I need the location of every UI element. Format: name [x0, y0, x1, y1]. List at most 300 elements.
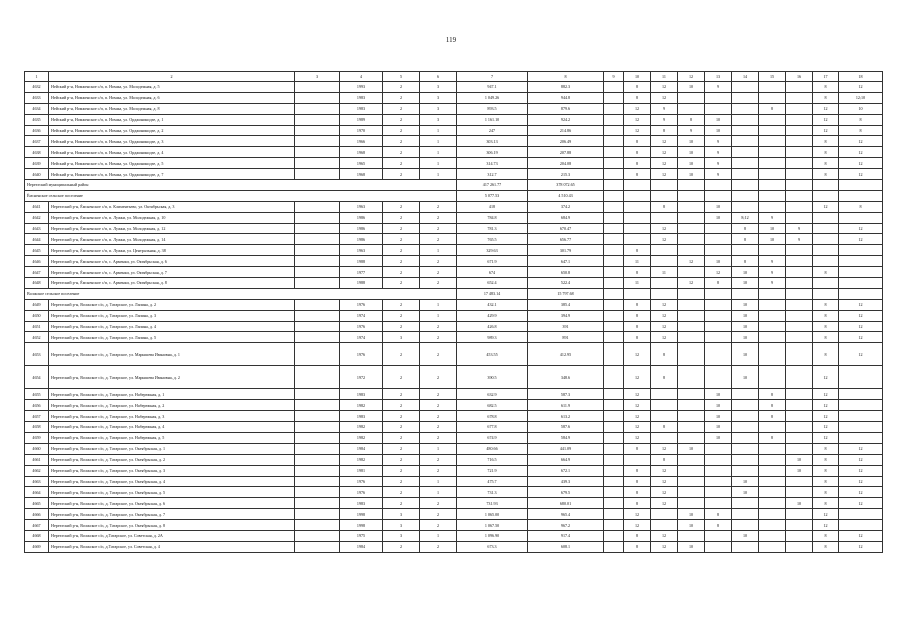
table-cell: 8 [651, 125, 678, 136]
table-cell: 441.09 [528, 443, 604, 454]
table-cell: 1986 [340, 234, 383, 245]
row-number-cell: 4659 [25, 432, 49, 443]
table-cell: 1 [420, 245, 457, 256]
table-cell [295, 530, 340, 541]
column-number-header: 15 [759, 72, 786, 82]
table-cell: 12 [624, 366, 651, 389]
table-cell [732, 400, 759, 411]
table-cell: 679.5 [528, 487, 604, 498]
table-cell [705, 310, 732, 321]
table-cell: 8 [651, 201, 678, 212]
table-row [25, 498, 883, 509]
table-cell: 439.3 [528, 476, 604, 487]
table-cell: 1 [420, 310, 457, 321]
settlement-total-row [25, 190, 883, 201]
row-number-cell: 4667 [25, 520, 49, 531]
table-cell: 8 [813, 136, 839, 147]
table-cell: 3 [383, 520, 420, 531]
table-cell: 2 [383, 82, 420, 93]
table-cell [624, 212, 651, 223]
table-cell [732, 82, 759, 93]
table-cell [813, 256, 839, 267]
table-cell [678, 411, 705, 422]
row-number-cell: 4644 [25, 234, 49, 245]
table-row [25, 411, 883, 422]
table-cell: 1974 [340, 310, 383, 321]
table-cell [732, 465, 759, 476]
table-cell: 8 [813, 158, 839, 169]
table-cell: 10 [839, 103, 883, 114]
table-cell: 8 [624, 82, 651, 93]
table-cell [295, 422, 340, 433]
table-cell: 647.1 [528, 256, 604, 267]
table-cell: 10 [732, 343, 759, 366]
table-cell: 12 [839, 343, 883, 366]
table-cell [295, 267, 340, 278]
table-cell [295, 343, 340, 366]
table-cell: 12 [839, 498, 883, 509]
table-cell [786, 389, 813, 400]
table-cell [705, 299, 732, 310]
table-cell [604, 454, 624, 465]
table-cell [813, 212, 839, 223]
table-cell [678, 465, 705, 476]
table-cell: 8 [624, 158, 651, 169]
table-row [25, 389, 883, 400]
table-cell: 12 [651, 332, 678, 343]
table-cell: 8 [759, 432, 786, 443]
table-cell: 10 [705, 114, 732, 125]
row-number-cell: 4646 [25, 256, 49, 267]
address-cell: Нерехтский р-н, Волжское с/п, д. Татарское, ул. Набережная, д. 3 [49, 411, 295, 422]
table-cell: 8 [651, 422, 678, 433]
table-cell: 432.1 [457, 299, 528, 310]
table-cell: 8 [624, 245, 651, 256]
table-cell: 2 [383, 541, 420, 552]
row-number-cell: 4637 [25, 136, 49, 147]
table-cell: 12 [839, 321, 883, 332]
table-cell [604, 245, 624, 256]
table-cell: 9 [705, 169, 732, 180]
table-cell [604, 487, 624, 498]
table-cell: 2 [383, 245, 420, 256]
table-cell [295, 158, 340, 169]
table-cell [786, 476, 813, 487]
table-row [25, 520, 883, 531]
table-cell: 8 [813, 343, 839, 366]
table-cell: 1981 [340, 465, 383, 476]
table-cell: 2 [420, 520, 457, 531]
table-cell: 674 [457, 267, 528, 278]
table-cell: 12 [651, 158, 678, 169]
table-cell: 656.77 [528, 234, 604, 245]
table-cell: 391 [528, 321, 604, 332]
table-cell: 2 [383, 234, 420, 245]
table-cell [705, 234, 732, 245]
table-cell: 12 [651, 465, 678, 476]
table-row [25, 234, 883, 245]
table-cell: 215.3 [528, 169, 604, 180]
table-cell [839, 509, 883, 520]
column-number-header: 6 [420, 72, 457, 82]
table-cell: 306.19 [457, 147, 528, 158]
table-cell [759, 443, 786, 454]
table-cell: 1982 [340, 422, 383, 433]
empty-cell [759, 288, 786, 299]
table-cell [759, 310, 786, 321]
table-cell [839, 520, 883, 531]
table-cell: 10 [786, 454, 813, 465]
table-cell: 1998 [340, 509, 383, 520]
row-number-cell: 4648 [25, 278, 49, 289]
table-cell: 1989 [340, 114, 383, 125]
table-cell: 1 049.26 [457, 92, 528, 103]
table-cell: 12;10 [839, 92, 883, 103]
table-cell [604, 278, 624, 289]
table-cell [604, 321, 624, 332]
table-cell: 10 [732, 332, 759, 343]
table-cell: 3 [420, 114, 457, 125]
table-cell [295, 321, 340, 332]
table-cell: 8 [732, 256, 759, 267]
table-cell [651, 432, 678, 443]
table-cell: 8 [624, 299, 651, 310]
table-cell [604, 422, 624, 433]
table-cell: 10 [705, 201, 732, 212]
column-number-header: 5 [383, 72, 420, 82]
table-cell: 8 [759, 389, 786, 400]
table-cell: 12 [813, 114, 839, 125]
table-cell: 2 [420, 256, 457, 267]
table-cell [295, 234, 340, 245]
total-living-area-cell: 15 797.68 [528, 288, 604, 299]
row-number-cell: 4650 [25, 310, 49, 321]
table-cell [786, 147, 813, 158]
table-cell: 3 [383, 509, 420, 520]
table-cell: 204.08 [528, 158, 604, 169]
table-cell [732, 454, 759, 465]
table-cell: 2 [420, 498, 457, 509]
table-cell: 2 [420, 509, 457, 520]
table-cell [759, 343, 786, 366]
table-cell [604, 103, 624, 114]
table-cell [705, 103, 732, 114]
table-cell: 12 [651, 299, 678, 310]
table-cell [705, 530, 732, 541]
table-cell [604, 136, 624, 147]
table-cell: 522.4 [528, 278, 604, 289]
table-cell [759, 520, 786, 531]
address-cell: Нерехтский р-н, Волжское с/п, д. Татарское, ул. Октябрьская, д. 4 [49, 476, 295, 487]
table-cell: 1988 [340, 278, 383, 289]
table-cell: 1968 [340, 147, 383, 158]
table-cell: 8 [624, 541, 651, 552]
table-cell: 2 [383, 103, 420, 114]
table-cell [624, 223, 651, 234]
table-cell: 1 [420, 147, 457, 158]
table-cell [651, 212, 678, 223]
table-cell: 12 [624, 411, 651, 422]
table-cell: 1 [420, 476, 457, 487]
table-cell [732, 389, 759, 400]
table-cell: 8 [813, 487, 839, 498]
table-cell [732, 520, 759, 531]
address-cell: Нейский р-н, Номженское с/п, п. Номжа, ул. Молодежная, д. 5 [49, 82, 295, 93]
table-cell [839, 245, 883, 256]
table-cell [786, 400, 813, 411]
table-cell: 312.7 [457, 169, 528, 180]
table-cell: 10 [678, 509, 705, 520]
address-cell: Нерехтский р-н, Волжское с/п, д. Татарское, ул. Лапина, д. 5 [49, 332, 295, 343]
empty-cell [786, 180, 813, 191]
table-cell [786, 487, 813, 498]
table-cell: 11 [651, 267, 678, 278]
column-number-header: 16 [786, 72, 813, 82]
table-cell [759, 299, 786, 310]
table-cell: 716.5 [457, 454, 528, 465]
table-row [25, 487, 883, 498]
table-cell [678, 389, 705, 400]
column-number-header: 2 [49, 72, 295, 82]
table-cell: 8 [839, 114, 883, 125]
table-cell: 374.2 [528, 201, 604, 212]
table-cell [705, 332, 732, 343]
table-row [25, 82, 883, 93]
table-row [25, 530, 883, 541]
table-cell: 1983 [340, 498, 383, 509]
table-cell: 2 [420, 465, 457, 476]
total-area-cell: 417 261.77 [457, 180, 528, 191]
table-row [25, 212, 883, 223]
table-cell [678, 454, 705, 465]
table-cell: 2 [420, 400, 457, 411]
table-cell [604, 530, 624, 541]
table-cell: 784.8 [457, 212, 528, 223]
address-cell: Нерехтский р-н, Волжское с/п, д. Татарское, ул. Октябрьская, д. 2 [49, 454, 295, 465]
table-cell: 680.01 [528, 498, 604, 509]
table-cell: 12 [705, 267, 732, 278]
table-cell [295, 366, 340, 389]
table-cell: 673.3 [457, 541, 528, 552]
table-cell [759, 82, 786, 93]
table-cell [705, 487, 732, 498]
empty-cell [705, 190, 732, 201]
row-number-cell: 4654 [25, 366, 49, 389]
table-cell: 12 [839, 299, 883, 310]
table-cell: 2 [420, 454, 457, 465]
table-cell [604, 114, 624, 125]
table-cell [813, 234, 839, 245]
table-cell [604, 541, 624, 552]
table-cell: 944.8 [528, 92, 604, 103]
row-number-cell: 4652 [25, 332, 49, 343]
table-cell [705, 245, 732, 256]
table-cell [678, 332, 705, 343]
table-cell [759, 169, 786, 180]
table-cell: 2 [420, 278, 457, 289]
address-cell: Нейский р-н, Номженское с/п, п. Номжа, ул. Молодежная, д. 8 [49, 103, 295, 114]
table-cell: 8 [732, 234, 759, 245]
table-cell: 12 [624, 422, 651, 433]
table-cell [678, 476, 705, 487]
table-cell: 2 [420, 234, 457, 245]
table-cell: 2 [383, 422, 420, 433]
empty-cell [604, 180, 624, 191]
empty-cell [813, 180, 839, 191]
table-cell: 650.8 [528, 267, 604, 278]
address-cell: Нерехтский р-н, Волжское с/п, д. Татарское, ул. Набережная, д. 2 [49, 400, 295, 411]
table-cell [759, 125, 786, 136]
table-cell [786, 509, 813, 520]
table-cell [732, 432, 759, 443]
table-cell: 893.5 [457, 103, 528, 114]
table-cell [839, 267, 883, 278]
table-cell [295, 443, 340, 454]
table-cell [295, 223, 340, 234]
table-cell: 12 [651, 223, 678, 234]
table-cell: 608.1 [528, 541, 604, 552]
table-cell [839, 389, 883, 400]
table-cell [295, 332, 340, 343]
table-cell [759, 530, 786, 541]
table-cell [295, 400, 340, 411]
table-cell: 348.6 [528, 366, 604, 389]
table-cell [705, 343, 732, 366]
table-cell: 12 [813, 201, 839, 212]
table-cell [678, 201, 705, 212]
table-cell [732, 411, 759, 422]
table-cell [786, 422, 813, 433]
table-cell: 10 [705, 422, 732, 433]
row-number-cell: 4642 [25, 212, 49, 223]
table-cell [678, 321, 705, 332]
table-cell [839, 256, 883, 267]
table-cell [295, 476, 340, 487]
table-cell [604, 332, 624, 343]
table-cell [624, 234, 651, 245]
address-cell: Нерехтский р-н, Волжское с/п, д. Татарское, ул. Октябрьская, д. 5 [49, 487, 295, 498]
table-cell [813, 245, 839, 256]
address-cell: Нерехтский р-н, Волжское с/п, д. Татарское, ул. Октябрьская, д. 6 [49, 498, 295, 509]
table-row [25, 125, 883, 136]
table-cell [295, 465, 340, 476]
table-cell: 12 [813, 389, 839, 400]
table-row [25, 136, 883, 147]
table-cell [759, 158, 786, 169]
table-cell [705, 476, 732, 487]
table-cell: 12 [839, 487, 883, 498]
row-number-cell: 4664 [25, 487, 49, 498]
table-row [25, 267, 883, 278]
address-cell: Нерехтский р-н, Волжское с/п, д. Татарское, ул. Лапина, д. 3 [49, 310, 295, 321]
table-cell: 8 [705, 509, 732, 520]
table-cell: 2 [420, 432, 457, 443]
settlement-name: Ёмсненское сельское поселение [25, 190, 457, 201]
table-cell: 1 065.00 [457, 509, 528, 520]
table-cell: 3 [420, 82, 457, 93]
table-cell: 418 [457, 201, 528, 212]
table-cell: 8 [759, 103, 786, 114]
table-cell [651, 400, 678, 411]
table-cell: 672.1 [528, 465, 604, 476]
table-cell: 671.9 [457, 256, 528, 267]
table-cell [759, 147, 786, 158]
table-cell: 12 [839, 158, 883, 169]
table-cell: 1972 [340, 366, 383, 389]
table-cell: 1 [420, 136, 457, 147]
table-cell: 12 [624, 125, 651, 136]
table-cell [786, 92, 813, 103]
table-cell [604, 299, 624, 310]
table-cell: 1 [420, 125, 457, 136]
table-cell: 8 [813, 465, 839, 476]
empty-cell [604, 288, 624, 299]
table-cell [732, 541, 759, 552]
table-cell: 12 [839, 147, 883, 158]
table-cell: 10 [678, 443, 705, 454]
column-number-header: 7 [457, 72, 528, 82]
table-cell [839, 212, 883, 223]
table-cell: 10 [732, 530, 759, 541]
table-cell [604, 520, 624, 531]
table-cell: 8 [813, 443, 839, 454]
table-cell [604, 92, 624, 103]
table-cell: 10 [678, 147, 705, 158]
column-number-header: 9 [604, 72, 624, 82]
address-cell: Нейский р-н, Номженское с/п, п. Номжа, ул. Молодежная, д. 6 [49, 92, 295, 103]
table-cell: 8 [839, 125, 883, 136]
column-number-header: 4 [340, 72, 383, 82]
table-cell: 587.6 [528, 422, 604, 433]
table-cell: 8 [678, 114, 705, 125]
table-cell [678, 487, 705, 498]
table-cell: 11 [624, 278, 651, 289]
table-row [25, 278, 883, 289]
row-number-cell: 4666 [25, 509, 49, 520]
table-cell: 12 [624, 400, 651, 411]
table-cell [624, 201, 651, 212]
table-cell [705, 541, 732, 552]
table-cell: 2 [420, 321, 457, 332]
table-cell: 10 [678, 541, 705, 552]
table-cell [295, 103, 340, 114]
row-number-cell: 4638 [25, 147, 49, 158]
table-cell: 8 [813, 321, 839, 332]
table-cell: 10 [705, 125, 732, 136]
address-cell: Нерехтский р-н, Волжское с/п, д. Татарское, ул. Октябрьская, д. 3 [49, 465, 295, 476]
table-cell: 12 [678, 256, 705, 267]
address-cell: Нерехтский р-н, Волжское с/п, д. Татарское, ул. Набережная, д. 5 [49, 432, 295, 443]
table-body [25, 72, 883, 553]
row-number-cell: 4662 [25, 465, 49, 476]
table-cell [759, 201, 786, 212]
table-cell: 429.9 [457, 310, 528, 321]
total-living-area-cell: 378 072.65 [528, 180, 604, 191]
table-cell [705, 92, 732, 103]
table-cell: 8 [839, 201, 883, 212]
table-cell [786, 443, 813, 454]
table-cell: 2 [420, 343, 457, 366]
table-cell [759, 366, 786, 389]
table-cell: 303.13 [457, 136, 528, 147]
table-cell [786, 541, 813, 552]
table-cell: 10 [732, 476, 759, 487]
table-row [25, 509, 883, 520]
empty-cell [705, 180, 732, 191]
table-cell: 584.9 [528, 432, 604, 443]
address-cell: Нерехтский р-н, Волжское с/п, д. Татарское, ул. Октябрьская, д. 8 [49, 520, 295, 531]
table-cell: 1976 [340, 476, 383, 487]
